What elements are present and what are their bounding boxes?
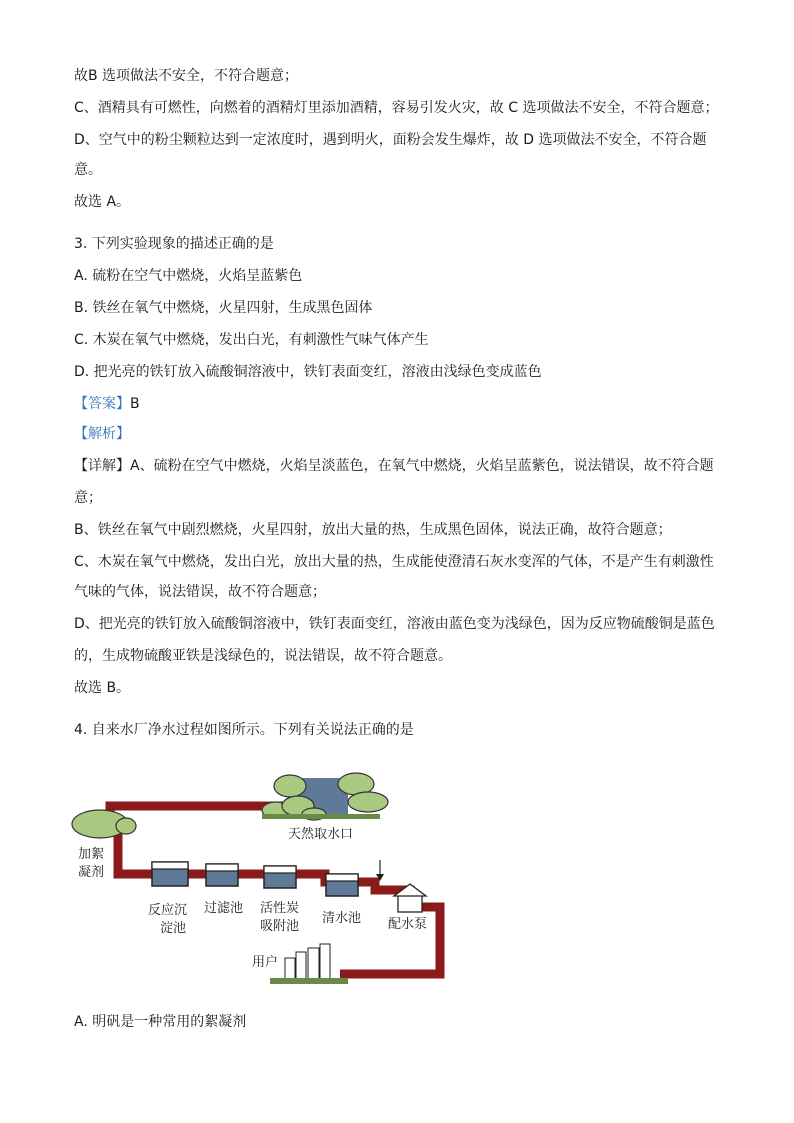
- detail-line: C、木炭在氧气中燃烧，发出白光，放出大量的热，生成能使澄清石灰水变浑的气体，不是产生有刺激性: [74, 554, 714, 570]
- analysis-line: [74, 424, 130, 444]
- label-coagulant-1: 加絮: [78, 847, 105, 862]
- label-reaction-tank-2: 淀池: [160, 921, 187, 936]
- question-stem: 3. 下列实验现象的描述正确的是: [74, 236, 274, 252]
- label-filter-tank: 过滤池: [204, 901, 244, 916]
- answer-line: [74, 394, 140, 414]
- detail-line: B、铁丝在氧气中剧烈燃烧，火星四射，放出大量的热，生成黑色固体，说法正确，故符合题意；: [74, 522, 672, 538]
- detail-line: [74, 456, 714, 476]
- detail-line: 的，生成物硫酸亚铁是浅绿色的，说法错误，故不符合题意。: [74, 648, 452, 664]
- text-line: 意。: [74, 162, 102, 178]
- detail-line: 意；: [74, 490, 102, 506]
- option-a: A. 硫粉在空气中燃烧，火焰呈蓝紫色: [74, 268, 303, 284]
- detail-line: D、把光亮的铁钉放入硫酸铜溶液中，铁钉表面变红，溶液由蓝色变为浅绿色，因为反应物硫酸铜是蓝色: [74, 616, 715, 632]
- label-clean-water-tank: 清水池: [322, 911, 362, 926]
- label-reaction-tank-1: 反应沉: [148, 903, 188, 918]
- question-stem: 4. 自来水厂净水过程如图所示。下列有关说法正确的是: [74, 722, 414, 738]
- option-a: A. 明矾是一种常用的絮凝剂: [74, 1014, 247, 1030]
- answer-value: B: [130, 396, 140, 412]
- label-user: 用户: [252, 955, 279, 970]
- choice-line: 故选 B。: [74, 680, 131, 696]
- label-carbon-tank-2: 吸附池: [260, 919, 300, 934]
- detail-text: A、硫粉在空气中燃烧，火焰呈淡蓝色，在氧气中燃烧，火焰呈蓝紫色，说法错误，故不符合题: [130, 458, 714, 474]
- label-carbon-tank-1: 活性炭: [260, 901, 300, 916]
- option-c: C. 木炭在氧气中燃烧，发出白光，有刺激性气味气体产生: [74, 332, 429, 348]
- label-coagulant-2: 凝剂: [78, 865, 105, 880]
- reaction-tank-icon: [152, 862, 188, 886]
- carbon-tank-icon: [264, 866, 296, 888]
- detail-tag: 【详解】: [74, 458, 130, 474]
- analysis-tag: 【解析】: [74, 426, 130, 442]
- buildings-icon: [270, 944, 348, 984]
- text-line: 故B 选项做法不安全，不符合题意；: [74, 68, 299, 84]
- detail-line: 气味的气体，说法错误，故不符合题意；: [74, 584, 326, 600]
- option-b: B. 铁丝在氧气中燃烧，火星四射，生成黑色固体: [74, 300, 373, 316]
- filter-tank-icon: [206, 864, 238, 886]
- label-pump: 配水泵: [388, 917, 428, 932]
- water-source-icon: [262, 773, 388, 820]
- answer-tag: 【答案】: [74, 396, 130, 412]
- label-source: 天然取水口: [288, 827, 354, 842]
- water-treatment-diagram: [70, 762, 460, 992]
- text-line: C、酒精具有可燃性，向燃着的酒精灯里添加酒精，容易引发火灾，故 C 选项做法不安全，不符合题意；: [74, 100, 719, 116]
- text-line: D、空气中的粉尘颗粒达到一定浓度时，遇到明火，面粉会发生爆炸，故 D 选项做法不安全，不符合题: [74, 132, 707, 148]
- option-d: D. 把光亮的铁钉放入硫酸铜溶液中，铁钉表面变红，溶液由浅绿色变成蓝色: [74, 364, 542, 380]
- coagulant-bush-icon: [72, 810, 136, 838]
- choice-line: 故选 A。: [74, 194, 131, 210]
- clean-water-tank-icon: [326, 874, 358, 896]
